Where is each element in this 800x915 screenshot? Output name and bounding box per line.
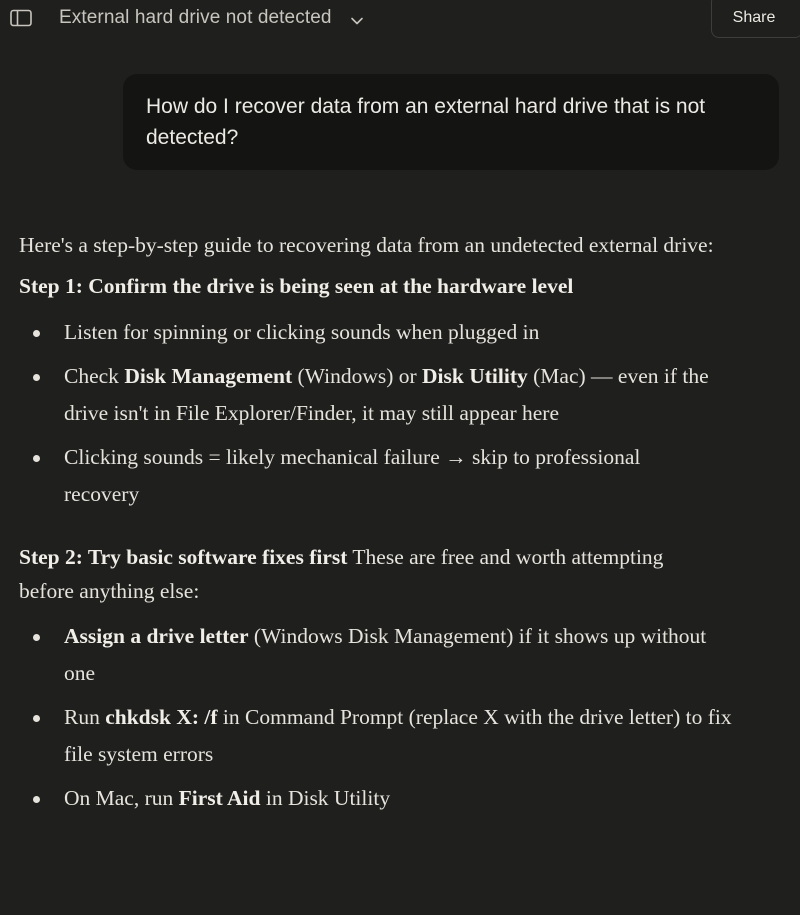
response-intro: Here's a step-by-step guide to recovering data from an undetected external drive: (19, 233, 714, 257)
conversation-title-menu[interactable] (48, 0, 364, 36)
list-item (19, 439, 664, 513)
step2-list (19, 618, 764, 817)
list-item-pre: On Mac, run (64, 786, 179, 810)
list-item-post: (Mac) — even if the drive isn't in File Explorer/Finder, it may still appear here (64, 364, 709, 425)
list-item (19, 314, 764, 351)
chevron-down-icon (350, 13, 364, 23)
step1-heading-text: Step 1: Confirm the drive is being seen at the hardware level (19, 274, 574, 298)
list-item (19, 358, 724, 432)
step1-heading (19, 269, 764, 303)
list-item-text: Clicking sounds = likely mechanical failure → skip to professional recovery (64, 445, 641, 506)
list-item-post: in Command Prompt (replace X with the drive letter) to fix file system errors (64, 705, 732, 766)
top-bar (0, 0, 800, 40)
list-item-pre: Run (64, 705, 106, 729)
step1-list (19, 314, 764, 513)
list-item (19, 699, 744, 773)
user-message-text: How do I recover data from an external hard drive that is not detected? (146, 95, 706, 149)
assistant-response (19, 228, 764, 824)
share-button[interactable]: Share (711, 0, 800, 38)
list-item (19, 618, 724, 692)
step2-heading-rest: These are free and worth attempting before anything else: (19, 545, 664, 603)
step2-paragraph (19, 540, 679, 608)
list-item-bold: Assign a drive letter (64, 624, 249, 648)
list-item-bold: First Aid (178, 786, 261, 810)
conversation-title: External hard drive not detected (59, 7, 332, 28)
list-item-text: Listen for spinning or clicking sounds when plugged in (64, 320, 540, 344)
list-item (19, 780, 764, 817)
list-item-post: in Disk Utility (260, 786, 391, 810)
list-item-post: (Windows Disk Management) if it shows up without one (64, 624, 707, 685)
sidebar-toggle-icon[interactable] (10, 9, 32, 27)
list-item-bold: chkdsk X: /f (105, 705, 218, 729)
step2-heading-text: Step 2: Try basic software fixes first (19, 545, 348, 569)
list-item-mid: (Windows) or (292, 364, 423, 388)
list-item-bold: Disk Management (124, 364, 293, 388)
user-message-bubble (123, 74, 779, 170)
list-item-pre: Check (64, 364, 125, 388)
list-item-bold: Disk Utility (422, 364, 528, 388)
